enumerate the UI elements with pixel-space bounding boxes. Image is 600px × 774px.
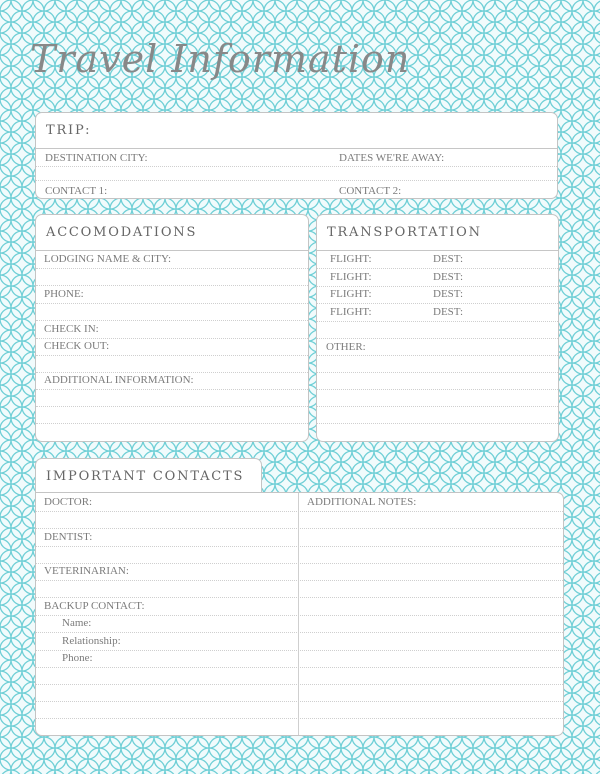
lodging-label: LODGING NAME & CITY:	[44, 253, 172, 265]
accommodations-line	[36, 355, 308, 356]
important-contacts-panel	[35, 492, 564, 736]
contacts-line	[36, 563, 563, 564]
contacts-line	[36, 650, 563, 651]
additional-information-label: ADDITIONAL INFORMATION:	[44, 374, 194, 386]
dest-label: DEST:	[433, 288, 464, 300]
accommodations-line	[36, 338, 308, 339]
contacts-line	[36, 718, 563, 719]
contacts-line	[36, 632, 563, 633]
transportation-line	[317, 286, 558, 287]
accommodations-line	[36, 285, 308, 286]
check-out-label: CHECK OUT:	[44, 340, 110, 352]
flight-label: FLIGHT:	[330, 288, 372, 300]
transportation-line	[317, 355, 558, 356]
contacts-line	[36, 511, 563, 512]
contacts-line	[36, 528, 563, 529]
transportation-panel	[316, 214, 559, 442]
phone-label: PHONE:	[44, 288, 84, 300]
doctor-label: DOCTOR:	[44, 496, 93, 508]
accommodations-line	[36, 406, 308, 407]
transportation-divider	[317, 250, 558, 251]
backup-relationship-label: Relationship:	[62, 635, 121, 647]
transportation-line	[317, 268, 558, 269]
contact-1-label: CONTACT 1:	[45, 185, 108, 197]
trip-line	[36, 166, 557, 167]
transportation-line	[317, 389, 558, 390]
dest-label: DEST:	[433, 271, 464, 283]
accommodations-line	[36, 303, 308, 304]
page-title: Travel Information	[30, 37, 411, 81]
accommodations-panel	[35, 214, 309, 442]
backup-phone-label: Phone:	[62, 652, 93, 664]
flight-label: FLIGHT:	[330, 253, 372, 265]
transportation-line	[317, 338, 558, 339]
trip-heading: TRIP:	[46, 123, 92, 138]
contacts-line	[36, 684, 563, 685]
contacts-line	[36, 615, 563, 616]
transportation-line	[317, 372, 558, 373]
additional-notes-label: ADDITIONAL NOTES:	[307, 496, 417, 508]
accommodations-line	[36, 268, 308, 269]
dest-label: DEST:	[433, 306, 464, 318]
other-label: OTHER:	[326, 341, 366, 353]
backup-name-label: Name:	[62, 617, 92, 629]
contacts-line	[36, 667, 563, 668]
check-in-label: CHECK IN:	[44, 323, 99, 335]
accommodations-heading: ACCOMODATIONS	[46, 225, 198, 240]
transportation-heading: TRANSPORTATION	[327, 225, 482, 240]
important-contacts-tab	[35, 458, 262, 494]
transportation-line	[317, 406, 558, 407]
flight-label: FLIGHT:	[330, 271, 372, 283]
backup-contact-label: BACKUP CONTACT:	[44, 600, 145, 612]
dest-label: DEST:	[433, 253, 464, 265]
accommodations-divider	[36, 250, 308, 251]
contacts-line	[36, 597, 563, 598]
transportation-line	[317, 303, 558, 304]
contact-2-label: CONTACT 2:	[339, 185, 402, 197]
contacts-column-divider	[298, 493, 299, 735]
trip-panel	[35, 112, 558, 199]
dates-away-label: DATES WE'RE AWAY:	[339, 152, 445, 164]
trip-line	[36, 180, 557, 181]
veterinarian-label: VETERINARIAN:	[44, 565, 129, 577]
trip-divider	[36, 148, 557, 149]
contacts-line	[36, 580, 563, 581]
destination-city-label: DESTINATION CITY:	[45, 152, 148, 164]
accommodations-line	[36, 389, 308, 390]
important-contacts-heading: IMPORTANT CONTACTS	[46, 469, 245, 484]
flight-label: FLIGHT:	[330, 306, 372, 318]
accommodations-line	[36, 423, 308, 424]
dentist-label: DENTIST:	[44, 531, 93, 543]
accommodations-line	[36, 320, 308, 321]
transportation-line	[317, 321, 558, 322]
accommodations-line	[36, 372, 308, 373]
transportation-line	[317, 423, 558, 424]
contacts-line	[36, 546, 563, 547]
contacts-line	[36, 701, 563, 702]
